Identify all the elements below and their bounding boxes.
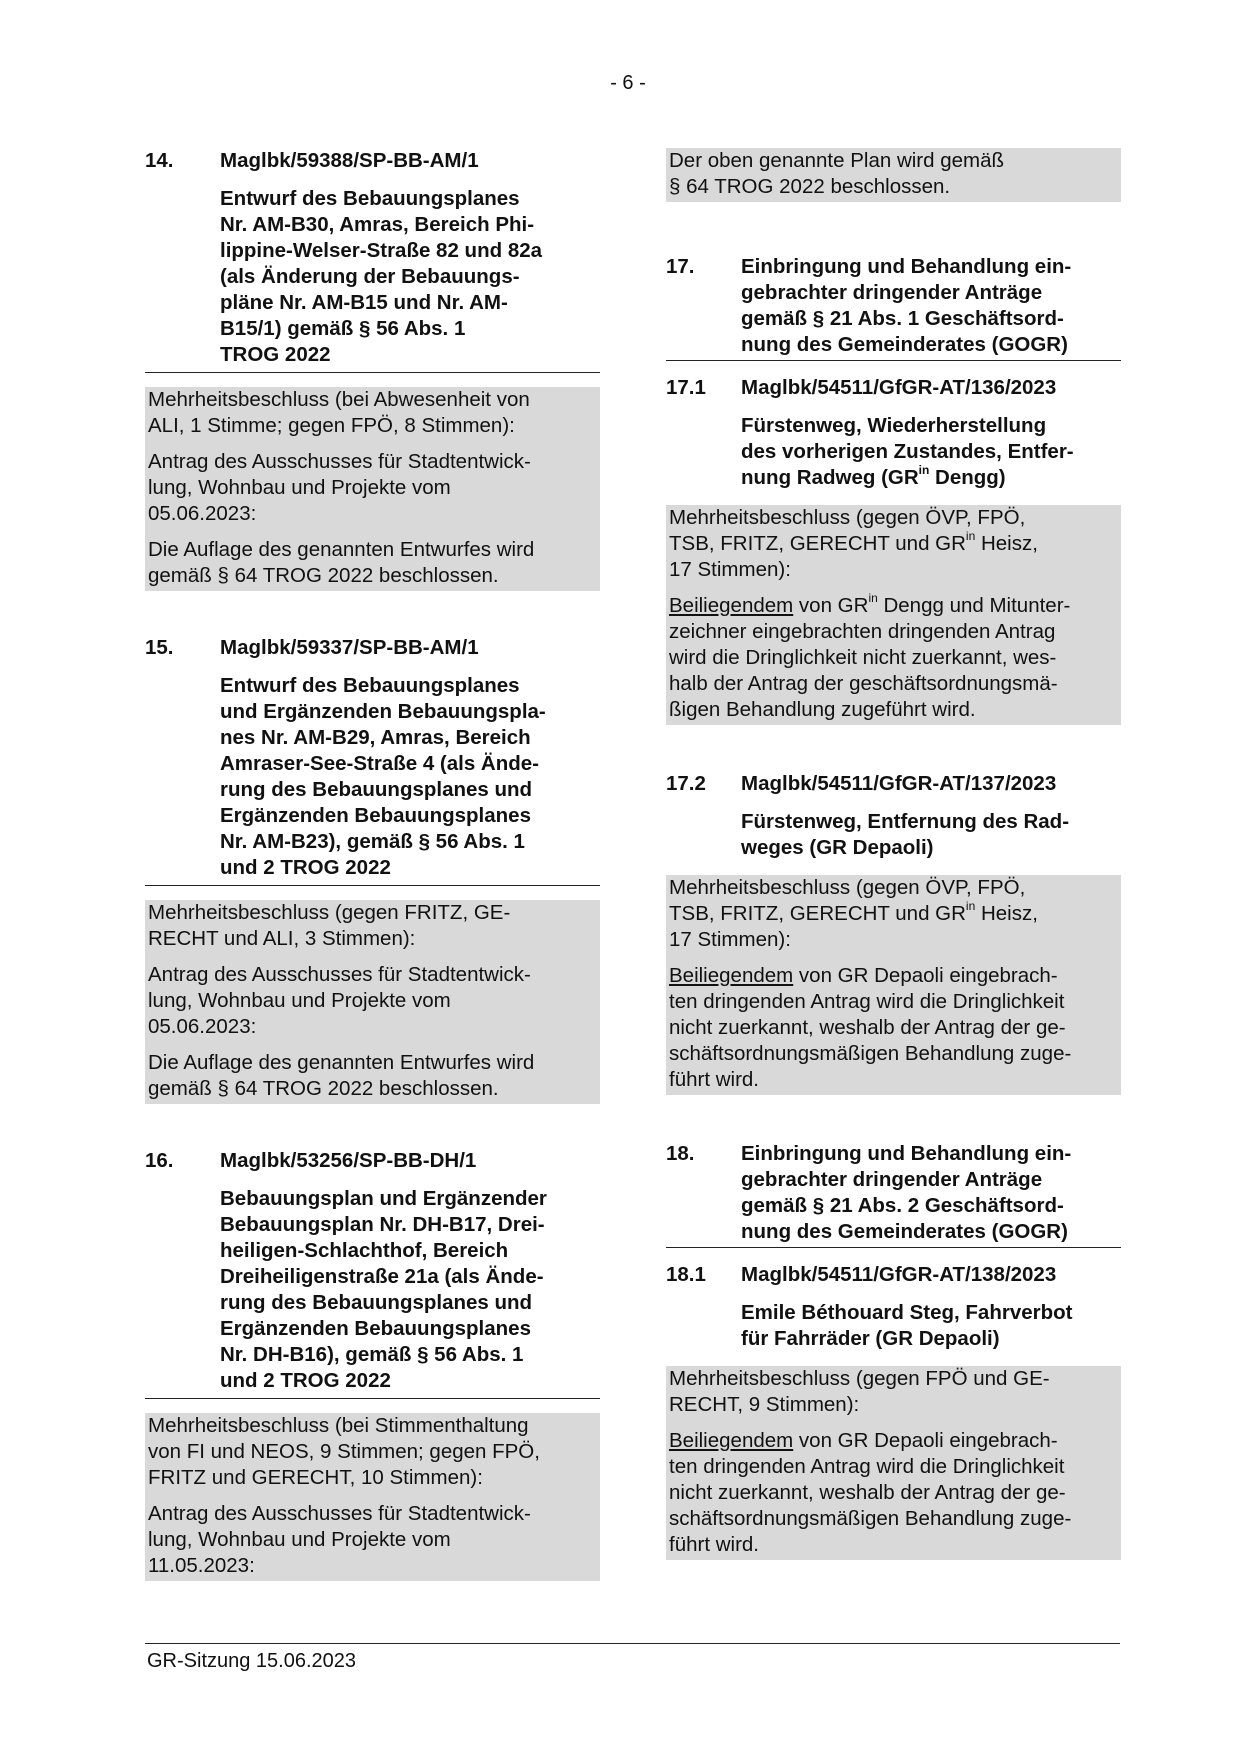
item-reference: Maglbk/59337/SP-BB-AM/1 — [220, 636, 479, 659]
agenda-item-16 — [145, 1148, 600, 1581]
resolution-vote: Mehrheitsbeschluss (gegen FPÖ und GE- RECHT, 9 Stimmen): — [669, 1367, 1050, 1416]
item-title: Entwurf des Bebauungsplanes und Ergänzenden Bebauungspla- nes Nr. AM-B29, Amras, Bereich Amraser-See-Straße 4 (als Ände- rung des Bebauungsplanes und Ergänzenden Bebauungsplanes Nr. AM-B23), gemäß § 56 Abs. 1 und 2 TROG 2022 — [145, 661, 600, 886]
item-reference: Maglbk/54511/GfGR-AT/136/2023 — [741, 376, 1057, 399]
item-title: Fürstenweg, Wiederherstellung des vorherigen Zustandes, Entfer- nung Radweg ($GR^{in}$ Dengg) — [741, 414, 1074, 489]
committee-motion: Antrag des Ausschusses für Stadtentwick- lung, Wohnbau und Projekte vom 05.06.2023: — [148, 963, 531, 1038]
item-title: Emile Béthouard Steg, Fahrverbot für Fahrräder (GR Depaoli) — [741, 1301, 1073, 1350]
agenda-item-14 — [145, 148, 600, 591]
item-title: Entwurf des Bebauungsplanes Nr. AM-B30, Amras, Bereich Phi- lippine-Welser-Straße 82 und 82a (als Änderung der Bebauungs- pläne Nr. AM-B15 und Nr. AM- B15/1) gemäß § 56 Abs. 1 TROG 2022 — [145, 174, 600, 373]
resolution-box — [666, 505, 1121, 725]
resolution-text: Die Auflage des genannten Entwurfes wird gemäß § 64 TROG 2022 beschlossen. — [148, 1051, 535, 1100]
item-reference: Maglbk/54511/GfGR-AT/138/2023 — [741, 1263, 1057, 1286]
agenda-item-17-2 — [666, 771, 1121, 1095]
item-number: 17.2 — [666, 772, 706, 795]
resolution-text: Beiliegendem von GR Depaoli eingebrach- ten dringenden Antrag wird die Dringlichkeit nicht zuerkannt, weshalb der Antrag der ge- schäftsordnungsmäßigen Behandlung zuge- führt wird. — [669, 1429, 1072, 1556]
item-reference: Maglbk/54511/GfGR-AT/137/2023 — [741, 772, 1057, 795]
resolution-text: Die Auflage des genannten Entwurfes wird gemäß § 64 TROG 2022 beschlossen. — [148, 538, 535, 587]
resolution-vote: Mehrheitsbeschluss (bei Stimmenthaltung von FI und NEOS, 9 Stimmen; gegen FPÖ, FRITZ und GERECHT, 10 Stimmen): — [148, 1414, 540, 1489]
right-column — [666, 148, 1121, 1560]
committee-motion: Antrag des Ausschusses für Stadtentwick- lung, Wohnbau und Projekte vom 11.05.2023: — [148, 1502, 531, 1577]
resolution-vote: Mehrheitsbeschluss (gegen ÖVP, FPÖ, TSB, FRITZ, GERECHT und $GR^{in}$ Heisz, 17 Stimmen): — [669, 506, 1038, 581]
item-reference: Maglbk/53256/SP-BB-DH/1 — [220, 1149, 477, 1172]
page-number: - 6 - — [610, 72, 646, 94]
resolution-box — [145, 900, 600, 1104]
resolution-text: Beiliegendem von GR Depaoli eingebrach- ten dringenden Antrag wird die Dringlichkeit nicht zuerkannt, weshalb der Antrag der ge- schäftsordnungsmäßigen Behandlung zuge- führt wird. — [669, 964, 1072, 1091]
agenda-item-15 — [145, 635, 600, 1104]
resolution-box — [145, 387, 600, 591]
resolution-vote: Mehrheitsbeschluss (gegen FRITZ, GE- RECHT und ALI, 3 Stimmen): — [148, 901, 511, 950]
resolution-text: Der oben genannte Plan wird gemäß § 64 TROG 2022 beschlossen. — [669, 149, 1005, 198]
agenda-item-17-1 — [666, 375, 1121, 725]
resolution-box — [666, 1366, 1121, 1560]
item-title: Einbringung und Behandlung ein- gebrachter dringender Anträge gemäß § 21 Abs. 1 Geschäftsord- nung des Gemeinderates (GOGR) — [741, 255, 1072, 356]
item-reference: Maglbk/59388/SP-BB-AM/1 — [220, 149, 479, 172]
item-number: 18. — [666, 1142, 695, 1165]
agenda-item-17 — [666, 254, 1121, 361]
item-number: 15. — [145, 636, 174, 659]
item-number: 17.1 — [666, 376, 706, 399]
item-number: 16. — [145, 1149, 174, 1172]
resolution-box — [145, 1413, 600, 1581]
committee-motion: Antrag des Ausschusses für Stadtentwick- lung, Wohnbau und Projekte vom 05.06.2023: — [148, 450, 531, 525]
resolution-vote: Mehrheitsbeschluss (gegen ÖVP, FPÖ, TSB, FRITZ, GERECHT und $GR^{in}$ Heisz, 17 Stimmen): — [669, 876, 1038, 951]
item-title: Fürstenweg, Entfernung des Rad- weges (GR Depaoli) — [741, 810, 1070, 859]
agenda-item-18-1 — [666, 1262, 1121, 1560]
resolution-box — [666, 875, 1121, 1095]
left-column — [145, 148, 600, 1581]
footer-session-date: GR-Sitzung 15.06.2023 — [147, 1650, 357, 1672]
footer-divider — [145, 1643, 1120, 1644]
item-number: 14. — [145, 149, 174, 172]
item-number: 17. — [666, 255, 695, 278]
item-16-continuation — [666, 148, 1121, 202]
item-number: 18.1 — [666, 1263, 706, 1286]
item-title: Bebauungsplan und Ergänzender Bebauungsplan Nr. DH-B17, Drei- heiligen-Schlachthof, Bereich Dreiheiligenstraße 21a (als Ände- rung des Bebauungsplanes und Ergänzenden Bebauungsplanes Nr. DH-B16), gemäß § 56 Abs. 1 und 2 TROG 2022 — [145, 1174, 600, 1399]
item-title: Einbringung und Behandlung ein- gebrachter dringender Anträge gemäß § 21 Abs. 2 Geschäftsord- nung des Gemeinderates (GOGR) — [741, 1142, 1072, 1243]
resolution-text: Beiliegendem von $GR^{in}$ Dengg und Mitunter- zeichner eingebrachten dringenden Antrag wird die Dringlichkeit nicht zuerkannt, wes- halb der Antrag der geschäftsordnungsmä- ßigen Behandlung zugeführt wird. — [669, 591, 1071, 721]
agenda-item-18 — [666, 1141, 1121, 1248]
resolution-vote: Mehrheitsbeschluss (bei Abwesenheit von ALI, 1 Stimme; gegen FPÖ, 8 Stimmen): — [148, 388, 530, 437]
